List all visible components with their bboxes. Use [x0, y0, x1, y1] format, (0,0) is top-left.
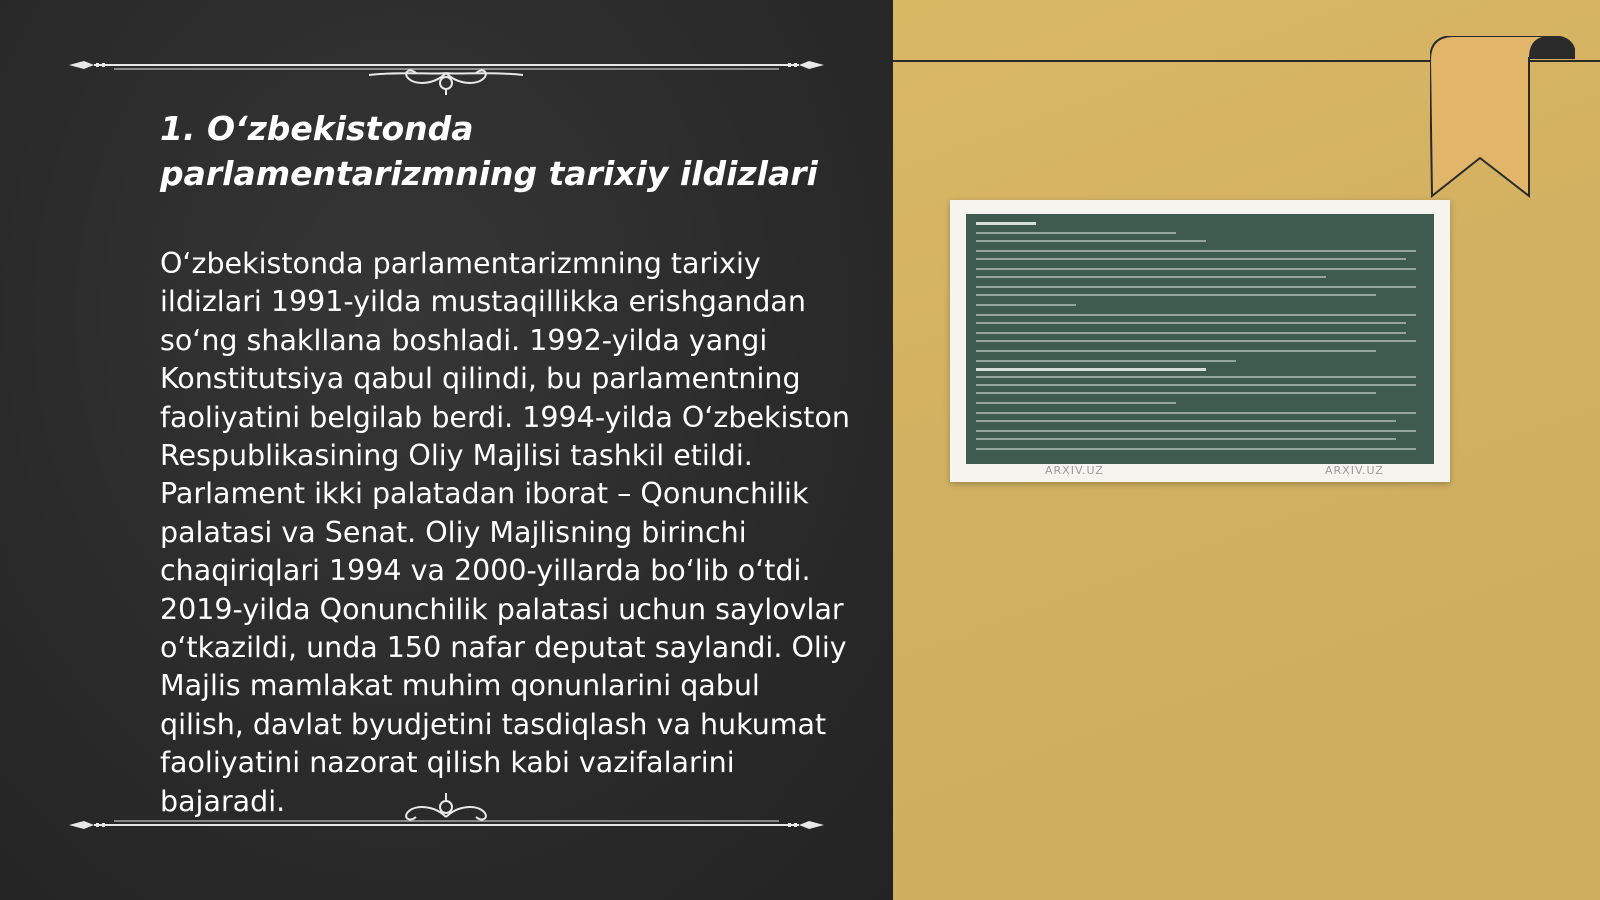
watermark-left: ARXIV.UZ [1045, 464, 1104, 477]
document-text-line [976, 430, 1416, 432]
document-text-line [976, 222, 1036, 225]
document-photo [950, 200, 1450, 482]
watermark-right: ARXIV.UZ [1325, 464, 1384, 477]
top-ornament-divider [64, 45, 829, 95]
document-text-line [976, 276, 1326, 278]
document-text-line [976, 322, 1406, 324]
slide-body-text: O‘zbekistonda parlamentarizmning tarixiy ildizlari 1991-yilda mustaqillikka erishgandan so‘ng shakllana boshladi. 1992-yilda yangi Konstitutsiya qabul qilindi, bu parlamentning faoliyatini belgilab berdi. 1994-yilda O‘zbekiston Respublikasining Oliy Majlisi tashkil etildi. Parlament ikki palatadan iborat – Qonunchilik palatasi va Senat. Oliy Majlisning birinchi chaqiriqlari 1994 va 2000-yillarda bo‘lib o‘tdi. 2019-yilda Qonunchilik palatasi uchun saylovlar o‘tkazildi, unda 150 nafar deputat saylandi. Oliy Majlis mamlakat muhim qonunlarini qabul qilish, davlat byudjetini tasdiqlash va hukumat faoliyatini nazorat qilish kabi vazifalarini bajaradi. [160, 247, 850, 818]
document-text-line [976, 294, 1376, 296]
document-text-line [976, 438, 1396, 440]
document-text-line [976, 314, 1416, 316]
document-text-line [976, 392, 1376, 394]
document-text-line [976, 340, 1416, 342]
document-text-line [976, 304, 1076, 306]
bookmark-ribbon-icon [1430, 36, 1575, 198]
slide-title: 1. O‘zbekistonda parlamentarizmning tarixiy ildizlari [160, 109, 818, 193]
document-text-line [976, 286, 1416, 288]
document-scan [966, 214, 1434, 464]
document-text-line [976, 360, 1236, 362]
document-text-line [976, 402, 1176, 404]
document-text-line [976, 232, 1176, 234]
document-text-line [976, 384, 1416, 386]
document-text-line [976, 368, 1206, 371]
document-text-line [976, 350, 1376, 352]
document-text-line [976, 420, 1396, 422]
document-text-line [976, 250, 1416, 252]
document-text-line [976, 332, 1406, 334]
document-text-line [976, 376, 1416, 378]
document-text-line [976, 268, 1416, 270]
document-text-line [976, 240, 1206, 242]
document-text-line [976, 448, 1416, 450]
bottom-ornament-divider [64, 785, 829, 835]
document-text-line [976, 412, 1416, 414]
document-text-line [976, 258, 1406, 260]
